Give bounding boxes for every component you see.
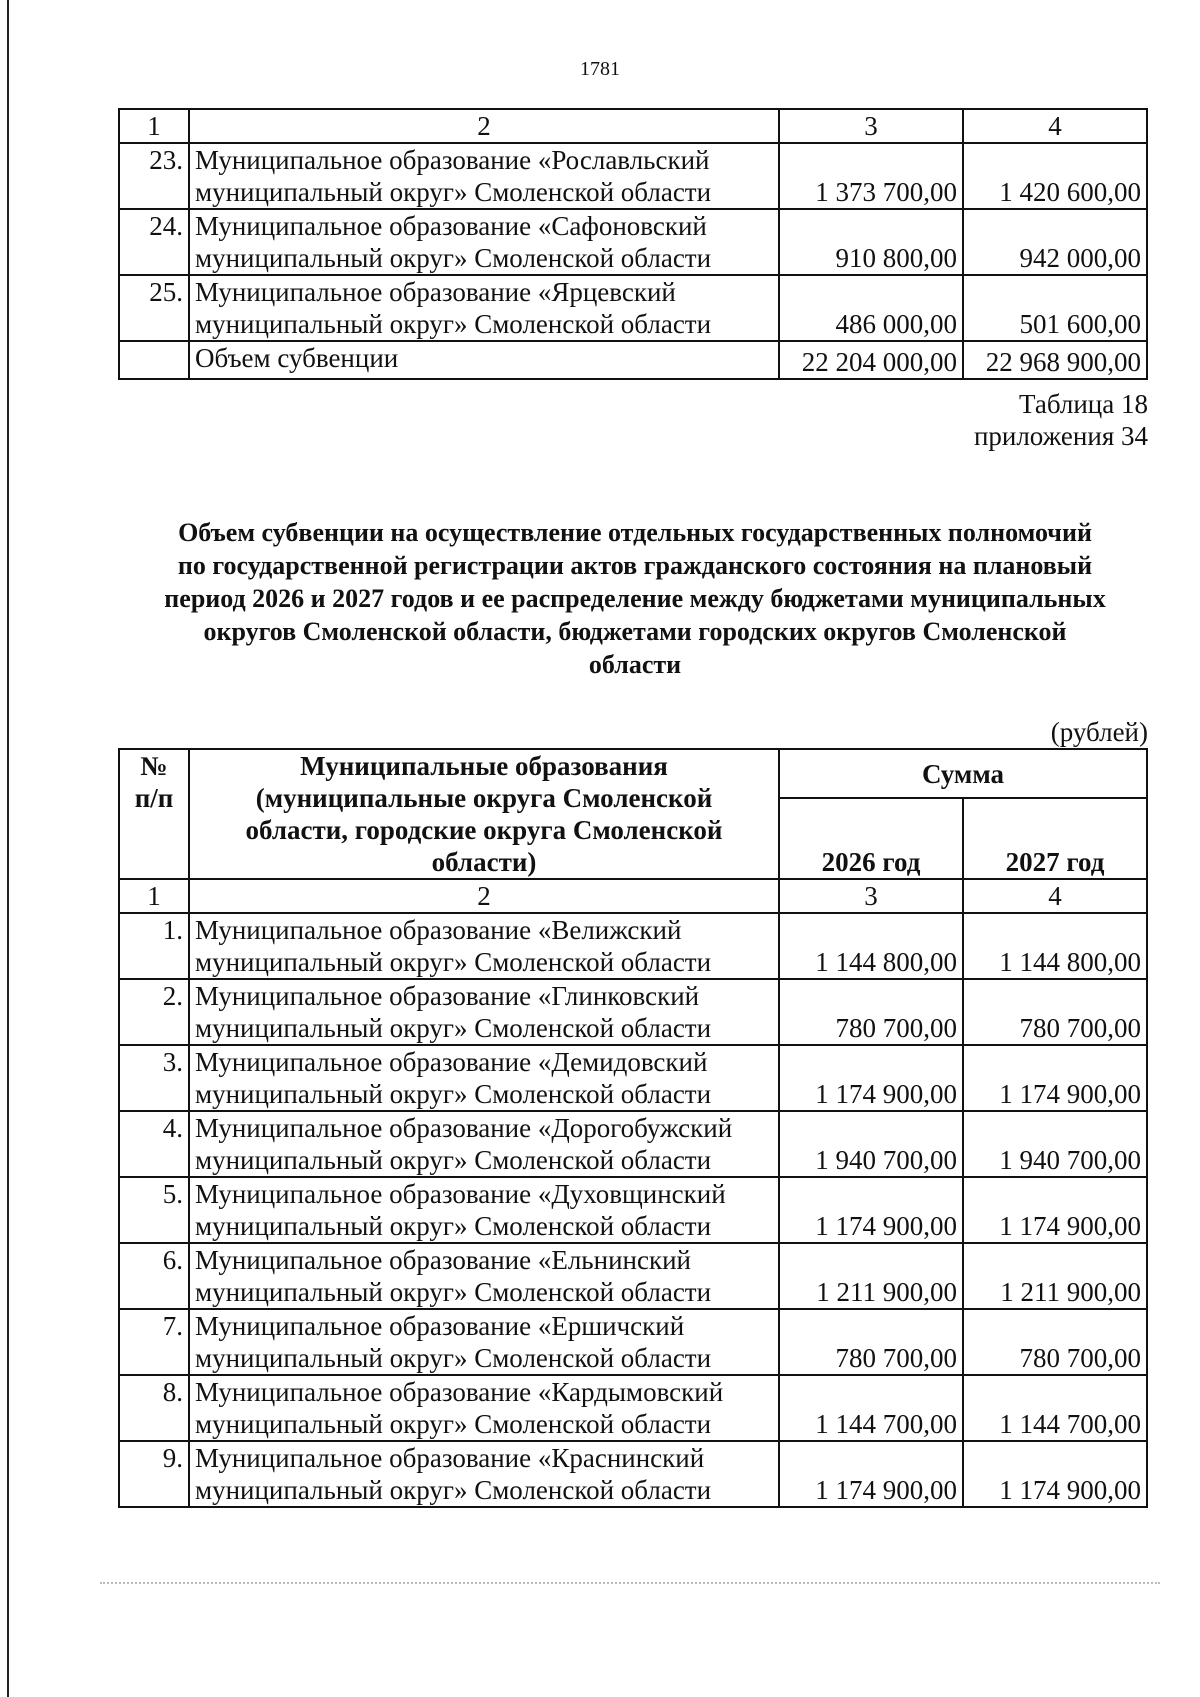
year-2026-header: 2026 год xyxy=(779,798,963,879)
municipality-name-line: Муниципальное образование «Сафоновский xyxy=(195,211,707,241)
row-number: 3. xyxy=(119,1045,189,1111)
row-number: 7. xyxy=(119,1309,189,1375)
table-row xyxy=(119,1441,1147,1507)
row-number: 2. xyxy=(119,979,189,1045)
table-caption-appendix: приложения 34 xyxy=(973,421,1148,451)
municipality-name-line: муниципальный округ» Смоленской области xyxy=(195,947,712,977)
title-line: округов Смоленской области, бюджетами городских округов Смоленской xyxy=(203,617,1067,646)
municipality-column-header: Муниципальные образования (муниципальные округа Смоленской области, городские округа Смоленской области) xyxy=(189,749,779,879)
table-row xyxy=(119,1111,1147,1177)
column-number-row xyxy=(119,109,1147,143)
total-label: Объем субвенции xyxy=(189,341,779,379)
municipality-name xyxy=(189,979,779,1045)
municipality-name-line: муниципальный округ» Смоленской области xyxy=(195,1409,712,1439)
row-number: 6. xyxy=(119,1243,189,1309)
column-number: 1 xyxy=(119,109,189,143)
column-number: 3 xyxy=(779,879,963,913)
column-number: 4 xyxy=(963,879,1147,913)
municipality-name-line: муниципальный округ» Смоленской области xyxy=(195,1343,712,1373)
municipality-name-line: муниципальный округ» Смоленской области xyxy=(195,1145,712,1175)
table-row xyxy=(119,1375,1147,1441)
title-line: период 2026 и 2027 годов и ее распределение между бюджетами муниципальных xyxy=(164,584,1106,613)
amount-2026: 1 211 900,00 xyxy=(779,1243,963,1309)
amount-2027: 1 144 700,00 xyxy=(963,1375,1147,1441)
total-row xyxy=(119,341,1147,379)
amount-2026: 910 800,00 xyxy=(779,209,963,275)
municipality-name xyxy=(189,913,779,979)
total-empty-cell xyxy=(119,341,189,379)
table-row xyxy=(119,209,1147,275)
amount-2027: 1 211 900,00 xyxy=(963,1243,1147,1309)
amount-2026: 1 144 800,00 xyxy=(779,913,963,979)
row-number: 8. xyxy=(119,1375,189,1441)
units-label: (рублей) xyxy=(1050,717,1148,747)
municipality-name xyxy=(189,143,779,209)
continuation-table xyxy=(118,108,1148,380)
municipality-name xyxy=(189,1177,779,1243)
amount-2026: 1 174 900,00 xyxy=(779,1441,963,1507)
amount-2027: 780 700,00 xyxy=(963,1309,1147,1375)
table-row xyxy=(119,143,1147,209)
title-line: Объем субвенции на осуществление отдельных государственных полномочий xyxy=(178,518,1092,547)
amount-2026: 1 174 900,00 xyxy=(779,1045,963,1111)
municipality-name xyxy=(189,1045,779,1111)
table-row xyxy=(119,979,1147,1045)
municipality-name xyxy=(189,275,779,341)
municipality-name-line: муниципальный округ» Смоленской области xyxy=(195,243,712,273)
column-number: 3 xyxy=(779,109,963,143)
municipality-name-line: Муниципальное образование «Кардымовский xyxy=(195,1377,724,1407)
municipality-name-line: Муниципальное образование «Велижский xyxy=(195,915,682,945)
header-row xyxy=(119,749,1147,798)
amount-2027: 1 174 900,00 xyxy=(963,1177,1147,1243)
column-number: 2 xyxy=(189,879,779,913)
municipality-name-line: муниципальный округ» Смоленской области xyxy=(195,1211,712,1241)
municipality-name-line: муниципальный округ» Смоленской области xyxy=(195,309,712,339)
amount-2026: 1 144 700,00 xyxy=(779,1375,963,1441)
municipality-name-line: Муниципальное образование «Дорогобужский xyxy=(195,1113,733,1143)
municipality-name xyxy=(189,1243,779,1309)
table-row xyxy=(119,1177,1147,1243)
table-title xyxy=(110,516,1160,681)
municipality-name xyxy=(189,209,779,275)
scan-noise-line xyxy=(100,1582,1160,1584)
municipality-name-line: муниципальный округ» Смоленской области xyxy=(195,1013,712,1043)
left-margin-rule xyxy=(7,0,9,1697)
table-caption-number: Таблица 18 xyxy=(1019,389,1148,419)
municipality-name-line: муниципальный округ» Смоленской области xyxy=(195,177,712,207)
municipality-name-line: Муниципальное образование «Рославльский xyxy=(195,145,710,175)
municipality-name-line: Муниципальное образование «Духовщинский xyxy=(195,1179,726,1209)
subvention-distribution-table xyxy=(118,748,1148,1508)
number-column-header: № п/п xyxy=(119,749,189,879)
municipality-name xyxy=(189,1309,779,1375)
amount-2026: 780 700,00 xyxy=(779,1309,963,1375)
column-number: 2 xyxy=(189,109,779,143)
municipality-name-line: муниципальный округ» Смоленской области xyxy=(195,1475,712,1505)
amount-2027: 780 700,00 xyxy=(963,979,1147,1045)
row-number: 25. xyxy=(119,275,189,341)
amount-2027: 1 144 800,00 xyxy=(963,913,1147,979)
table-row xyxy=(119,1309,1147,1375)
amount-2026: 1 373 700,00 xyxy=(779,143,963,209)
municipality-name xyxy=(189,1375,779,1441)
amount-2027: 1 940 700,00 xyxy=(963,1111,1147,1177)
table-row xyxy=(119,1243,1147,1309)
year-2027-header: 2027 год xyxy=(963,798,1147,879)
amount-2027: 942 000,00 xyxy=(963,209,1147,275)
column-number-row xyxy=(119,879,1147,913)
municipality-name-line: Муниципальное образование «Демидовский xyxy=(195,1047,708,1077)
municipality-name-line: муниципальный округ» Смоленской области xyxy=(195,1277,712,1307)
page-number: 1781 xyxy=(580,58,620,80)
municipality-name-line: Муниципальное образование «Ершичский xyxy=(195,1311,685,1341)
amount-2026: 1 940 700,00 xyxy=(779,1111,963,1177)
total-2026: 22 204 000,00 xyxy=(779,341,963,379)
row-number: 5. xyxy=(119,1177,189,1243)
amount-2027: 1 174 900,00 xyxy=(963,1441,1147,1507)
column-number: 4 xyxy=(963,109,1147,143)
column-number: 1 xyxy=(119,879,189,913)
municipality-name xyxy=(189,1441,779,1507)
municipality-name-line: Муниципальное образование «Глинковский xyxy=(195,981,700,1011)
table-row xyxy=(119,275,1147,341)
amount-2027: 501 600,00 xyxy=(963,275,1147,341)
municipality-name-line: Муниципальное образование «Ярцевский xyxy=(195,277,676,307)
amount-2027: 1 420 600,00 xyxy=(963,143,1147,209)
amount-2026: 486 000,00 xyxy=(779,275,963,341)
row-number: 9. xyxy=(119,1441,189,1507)
municipality-name-line: Муниципальное образование «Ельнинский xyxy=(195,1245,691,1275)
table-row xyxy=(119,1045,1147,1111)
table-row xyxy=(119,913,1147,979)
amount-2026: 1 174 900,00 xyxy=(779,1177,963,1243)
municipality-name-line: муниципальный округ» Смоленской области xyxy=(195,1079,712,1109)
row-number: 1. xyxy=(119,913,189,979)
municipality-name-line: Муниципальное образование «Краснинский xyxy=(195,1443,705,1473)
row-number: 4. xyxy=(119,1111,189,1177)
total-2027: 22 968 900,00 xyxy=(963,341,1147,379)
municipality-name xyxy=(189,1111,779,1177)
amount-2026: 780 700,00 xyxy=(779,979,963,1045)
row-number: 23. xyxy=(119,143,189,209)
row-number: 24. xyxy=(119,209,189,275)
title-line: по государственной регистрации актов гражданского состояния на плановый xyxy=(177,551,1093,580)
sum-column-header: Сумма xyxy=(779,749,1147,798)
title-line: области xyxy=(588,650,682,679)
amount-2027: 1 174 900,00 xyxy=(963,1045,1147,1111)
